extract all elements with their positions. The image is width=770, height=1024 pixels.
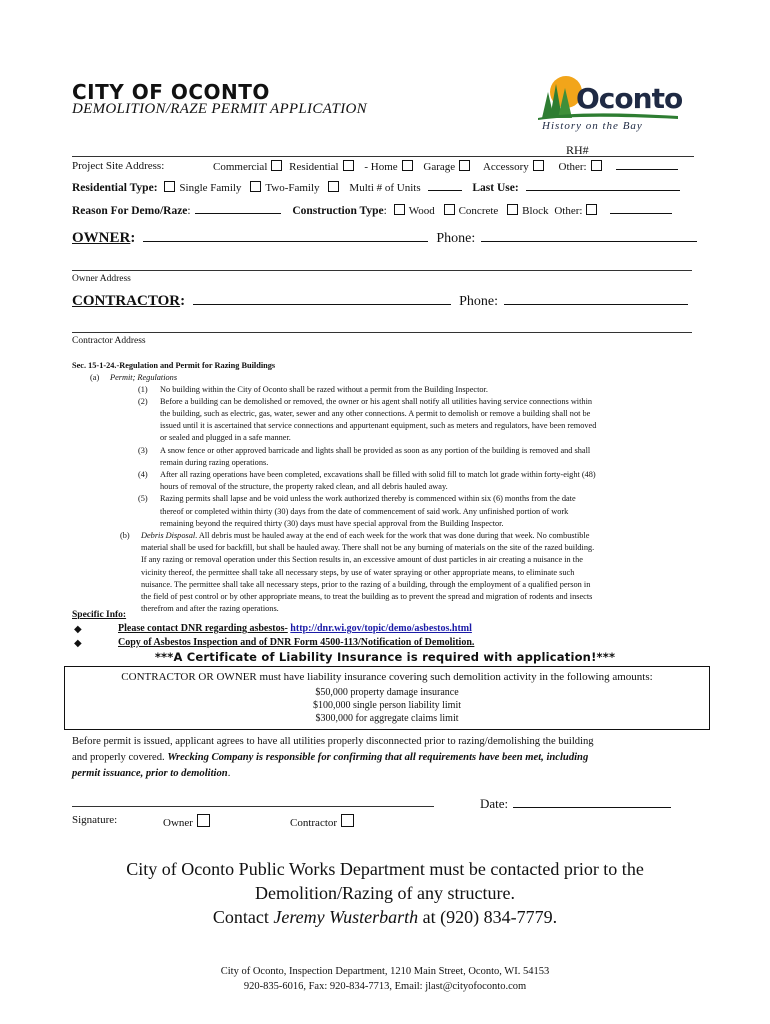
- ordinance-b-line: . All debris must be hauled away at the end of each week for the work that was done during that week. No combustible: [195, 531, 590, 540]
- asbestos-text: Please contact DNR regarding asbestos-: [118, 623, 288, 634]
- residential-checkbox[interactable]: [343, 160, 354, 171]
- header-divider: [72, 156, 694, 157]
- ordinance-b-line: material shall be used for backfill, but shall be hauled away. There shall not be any burning of materials on the site of the razed building.: [141, 543, 595, 553]
- contractor-phone-field[interactable]: [504, 304, 688, 305]
- signature-field[interactable]: [72, 806, 434, 807]
- ordinance-b-line: the field of pest control or by other appropriate means, to treat the building as to prevent the spread and migration of rodents and insects: [141, 592, 593, 601]
- residential-type-label: Residential Type: [72, 182, 154, 194]
- ordinance-b-label: (b): [120, 531, 130, 540]
- ordinance-item-line: A snow fence or other approved barricade and lights shall be provided as soon as any portion of the building is removed and shall: [160, 445, 591, 455]
- specific-info-label: Specific Info:: [72, 610, 127, 620]
- logo-tagline: History on the Bay: [542, 120, 643, 132]
- contractor-phone-label: Phone:: [459, 294, 498, 309]
- ordinance-item-number: (1): [138, 384, 148, 394]
- agreement-line: [72, 768, 230, 779]
- accessory-label: Accessory: [482, 161, 529, 173]
- insurance-amount: $50,000 property damage insurance: [315, 687, 459, 698]
- date-field[interactable]: [513, 807, 671, 808]
- owner-address-field[interactable]: [72, 270, 692, 271]
- ordinance-item-line: issued until it is ascertained that service connections and appurtenant equipment, such as meters and regulators, have been removed: [160, 421, 597, 431]
- signer-owner-checkbox[interactable]: [197, 814, 210, 827]
- owner-name-field[interactable]: [143, 241, 428, 242]
- construction-other-checkbox[interactable]: [586, 204, 597, 215]
- construction-other-field[interactable]: [610, 213, 672, 214]
- residential-type-row: Residential Type: Single Family Two-Family Multi # of Units Last Use:: [72, 181, 680, 194]
- commercial-checkbox[interactable]: [271, 160, 282, 171]
- logo-name: Oconto: [576, 82, 683, 115]
- home-checkbox[interactable]: [402, 160, 413, 171]
- ordinance-b-line: therefrom and after the razing operations.: [141, 604, 279, 614]
- ordinance-b-line: vicinity thereof, the permittee shall take all necessary steps, by use of water spraying or other appropriate means, to eliminate such: [141, 567, 575, 577]
- notice-line: Demolition/Razing of any structure.: [255, 883, 515, 903]
- last-use-label: Last Use:: [472, 182, 519, 194]
- ordinance-b-line: nuisance. The permittee shall take all necessary steps, prior to the razing of a building, through the employment of a qualified person in: [141, 579, 591, 589]
- ordinance-item-number: (5): [138, 494, 148, 504]
- other-field[interactable]: [616, 169, 678, 170]
- wood-label: Wood: [408, 205, 435, 217]
- dnr-asbestos-link[interactable]: http://dnr.wi.gov/topic/demo/asbestos.html: [290, 623, 472, 634]
- contractor-row: CONTRACTOR: Phone:: [72, 292, 688, 310]
- contractor-address-label: Contractor Address: [72, 336, 146, 346]
- ordinance-item-line: remain during razing operations.: [160, 457, 269, 467]
- ordinance-item-line: remaining beyond the required thirty (30) days must have special approval from the Building Inspector.: [160, 518, 504, 528]
- ordinance-item-line: the building, such as electric, gas, water, sewer and any other connections. A permit to demolish or remove a building shall not be: [160, 408, 591, 418]
- last-use-field[interactable]: [526, 190, 680, 191]
- signer-contractor-label: Contractor: [290, 817, 338, 829]
- ordinance-item-line: hours of removal of the structure, the property raked clean, and all debris hauled away.: [160, 482, 448, 492]
- footer-contact: 920-835-6016, Fax: 920-834-7713, Email: jlast@cityofoconto.com: [243, 981, 527, 992]
- bullet-icon: ◆: [74, 638, 82, 649]
- signer-owner-option: [163, 814, 214, 829]
- concrete-checkbox[interactable]: [444, 204, 455, 215]
- wrecking-company-notice: Wrecking Company is responsible for confirming that all requirements have been met, including: [167, 752, 589, 763]
- ordinance-heading: Sec. 15-1-24.-Regulation and Permit for Razing Buildings: [72, 361, 276, 370]
- insurance-amount: $300,000 for aggregate claims limit: [315, 713, 459, 724]
- rh-label: RH#: [566, 143, 589, 157]
- home-label: - Home: [364, 161, 398, 173]
- ordinance-item-line: Razing permits shall lapse and be void unless the work authorized thereby is commenced within six (6) months from the date: [160, 494, 576, 504]
- specific-item-asbestos: [118, 623, 472, 634]
- signer-contractor-checkbox[interactable]: [341, 814, 354, 827]
- insurance-intro: CONTRACTOR OR OWNER must have liability insurance covering such demolition activity in the following amounts:: [121, 671, 653, 683]
- multi-unit-checkbox[interactable]: [328, 181, 339, 192]
- contact-name: Jeremy Wusterbarth: [273, 907, 419, 927]
- contact-phone: at (920) 834-7779.: [422, 907, 558, 927]
- owner-phone-field[interactable]: [481, 241, 697, 242]
- agreement-line: [72, 752, 588, 763]
- ordinance-b-line: If any razing or removal operation under this Section results in, an excessive amount of dust particles in air creating a nuisance in the: [141, 555, 583, 565]
- contractor-label: CONTRACTOR: [72, 293, 181, 309]
- residential-label: Residential: [289, 161, 339, 173]
- construction-type-label: Construction Type: [292, 205, 384, 217]
- date-row: [480, 796, 671, 812]
- specific-item-inspection: Copy of Asbestos Inspection and of DNR Form 4500-113/Notification of Demolition.: [118, 637, 475, 648]
- ordinance-item-line: After all razing operations have been completed, excavations shall be filled with solid fill to match lot grade within forty-eight (48): [160, 469, 596, 479]
- ordinance-item-line: No building within the City of Oconto shall be razed without a permit from the Building Inspector.: [160, 384, 488, 394]
- bullet-icon: ◆: [74, 624, 82, 635]
- ordinance-item-line: or sealed and plugged in a safe manner.: [160, 433, 291, 443]
- agreement-text: and properly covered.: [72, 752, 165, 763]
- garage-checkbox[interactable]: [459, 160, 470, 171]
- page-subtitle: DEMOLITION/RAZE PERMIT APPLICATION: [72, 101, 367, 117]
- single-family-label: Single Family: [179, 182, 242, 194]
- two-family-checkbox[interactable]: [250, 181, 261, 192]
- wood-checkbox[interactable]: [394, 204, 405, 215]
- site-type-row: [213, 160, 678, 173]
- site-address-label: Project Site Address:: [72, 160, 165, 172]
- owner-label: OWNER: [72, 230, 131, 246]
- notice-line: City of Oconto Public Works Department must be contacted prior to the: [126, 859, 644, 879]
- agreement-line: Before permit is issued, applicant agrees to have all utilities properly disconnected prior to razing/demolishing the building: [72, 736, 594, 747]
- insurance-box: [64, 666, 710, 730]
- two-family-label: Two-Family: [265, 182, 320, 194]
- block-checkbox[interactable]: [507, 204, 518, 215]
- agreement-end: .: [227, 768, 231, 779]
- insurance-banner: ***A Certificate of Liability Insurance is required with application!***: [154, 650, 616, 664]
- ordinance-section: [72, 360, 697, 612]
- date-label: Date:: [480, 796, 509, 811]
- ordinance-a-title: Permit; Regulations: [110, 373, 178, 382]
- concrete-label: Concrete: [458, 205, 499, 217]
- owner-phone-label: Phone:: [436, 231, 476, 246]
- multi-unit-label: Multi # of Units: [349, 182, 421, 194]
- permit-issuance-notice: permit issuance, prior to demolition: [72, 768, 228, 779]
- ordinance-item-number: (4): [138, 469, 148, 479]
- ordinance-b-title: Debris Disposal: [141, 531, 196, 540]
- units-field[interactable]: [428, 190, 462, 191]
- page-title: CITY OF OCONTO: [72, 80, 270, 104]
- signer-contractor-option: [290, 814, 358, 829]
- commercial-label: Commercial: [213, 161, 268, 173]
- single-family-checkbox[interactable]: [164, 181, 175, 192]
- footer-address: City of Oconto, Inspection Department, 1210 Main Street, Oconto, WI. 54153: [220, 966, 550, 977]
- contractor-name-field[interactable]: [193, 304, 451, 305]
- reason-field[interactable]: [195, 213, 281, 214]
- other-label: Other:: [558, 161, 587, 173]
- construction-other-label: Other:: [554, 205, 583, 217]
- other-checkbox[interactable]: [591, 160, 602, 171]
- ordinance-item-number: (2): [138, 396, 148, 406]
- accessory-checkbox[interactable]: [533, 160, 544, 171]
- owner-address-label: Owner Address: [72, 274, 131, 284]
- notice-contact: [0, 907, 770, 928]
- ordinance-item-line: thereof or completed within thirty (30) days from the date of commencement of said work. Any unfinished portion of work: [160, 506, 569, 516]
- ordinance-item-number: (3): [138, 445, 148, 455]
- contractor-address-field[interactable]: [72, 332, 692, 333]
- signature-label: Signature:: [72, 814, 118, 826]
- ordinance-b-first-line: [141, 530, 589, 542]
- garage-label: Garage: [423, 161, 456, 173]
- signer-owner-label: Owner: [163, 817, 193, 829]
- city-logo: [538, 70, 688, 136]
- reason-label: Reason For Demo/Raze: [72, 205, 188, 217]
- owner-row: OWNER: Phone:: [72, 229, 697, 247]
- ordinance-a-label: (a): [90, 373, 100, 382]
- ordinance-item-line: Before a building can be demolished or removed, the owner or his agent shall notify all utilities having service connections within: [160, 396, 593, 406]
- reason-row: Reason For Demo/Raze: Construction Type: Wood Concrete Block Other:: [72, 204, 672, 217]
- contact-prefix: Contact: [212, 907, 269, 927]
- block-label: Block: [522, 205, 549, 217]
- insurance-amount: $100,000 single person liability limit: [312, 700, 462, 711]
